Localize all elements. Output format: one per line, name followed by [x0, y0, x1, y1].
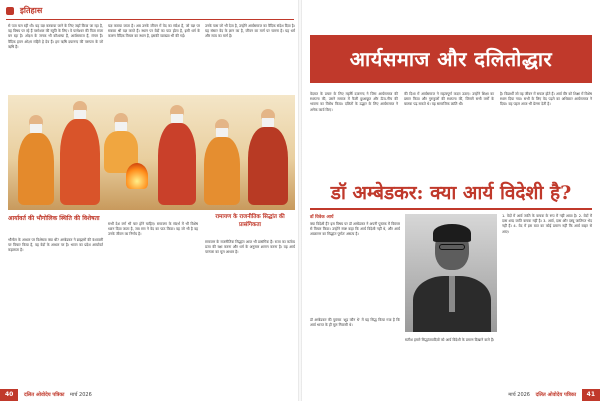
page-gutter: [298, 0, 302, 401]
yajna-fire-icon: [126, 163, 148, 189]
left-bottom-column-3: रामायण के राजनीतिक सिद्धांत आज भी प्रासंगिक हैं। राजा का कर्तव्य प्रजा की रक्षा करना और धर्म के अनुसार शासन करना है। यह आर्य परम्परा का मूल आधार है।: [205, 240, 295, 255]
magazine-name: दलित ओवोदेय पत्रिका: [23, 392, 65, 398]
sage-figure: [158, 105, 196, 205]
page-number: 41: [582, 389, 600, 401]
section-divider: [6, 19, 294, 20]
sage-figure: [204, 119, 240, 205]
sage-figure: [18, 115, 54, 205]
sage-figure: [248, 109, 288, 205]
article-title-ambedkar: डॉ अम्बेडकर: क्या आर्य विदेशी है?: [330, 182, 572, 204]
left-bottom-column-1: भौगोल के आधार पर विशेषता क्या थी? अम्बेडकर ने ब्राह्मणों की वंशावली पर विचार किया है, वह वेदों के आधार पर है। भारत का प्रदेश आर्यावर्त कहलाता है।: [8, 238, 103, 253]
right-bottom-column-1-continued: डॉ अम्बेडकर की पुस्तक 'शूद्र कौन थे' में यह सिद्ध किया गया है कि आर्य भारत के ही मूल निवासी थे।: [310, 318, 400, 328]
article-title-arya-samaj: आर्यसमाज और दलितोद्धार: [310, 35, 592, 83]
right-bottom-under-portrait: सतीश हमारे सिद्धांतवादियों को आर्य विदेशी के प्रमाण दिखाने वाले हैं।: [405, 338, 495, 342]
left-top-column-1: से पता चल रही थी। यह यज्ञ करवाया जाने के लिए जहाँ किया जा रहा है, वह विषय पर रहे हैं परमेश्वर की स्तुति के लिए। वे परमेश्वर की पिता राजा बन रहा है। ओ३म के जनक भी कौशल्या हैं, आर्यसमाज हैं, मंगल हैं। वैदिक हवन ओ३म महिमे हे देव हैं। हम ऋषि दयानन्द की परम्परा के जो ऋषि हैं।: [8, 24, 103, 49]
issue-date: मार्च 2026: [508, 392, 530, 398]
right-top-column-3: है। विद्यार्थी जो वह जीवन में सफल होते हैं। आर्य वीर को शिक्षा में विशेष स्थान दिया गया। सभी के लिए वेद पढ़ने का अधिकार आर्यसमाज ने दिया। यह पहल आज भी प्रेरणा देती है।: [500, 92, 592, 107]
author-byline: डॉ विवेक आर्य: [310, 215, 334, 220]
right-top-column-2: की दिशा में आर्यसमाज ने महत्वपूर्ण कदम उठाए। उन्होंने शिक्षा का प्रसार किया और गुरुकुलों की स्थापना की, जिसमें सभी वर्णों के बालक पढ़ सकते थे। यह सामाजिक क्रांति थी।: [404, 92, 494, 107]
left-bottom-column-2: सभी देश वर्ण भी चार होने चाहिए। रामायण के संदर्भ में भी विशेष ध्यान दिया जाता है, जब राम ने वेद का पाठ किया। वह जो भी है वह उनके जीवन का निर्णय है।: [108, 222, 198, 237]
left-top-column-3: उनके पास जो भी देता है, उन्होंने आर्यसमाज का वैदिक संदेश दिया है। यह संसार वेद के ज्ञान का है, जीवन का मार्ग पर चलना है। यह धर्म और सत्य का मार्ग है।: [205, 24, 295, 39]
section-label: इतिहास: [6, 4, 48, 18]
issue-date: मार्च 2026: [70, 392, 92, 398]
magazine-name: दलित ओवोदेय पत्रिका: [535, 392, 577, 398]
title-underline: [310, 208, 592, 210]
right-footer: [300, 389, 600, 401]
right-top-column-1: वेदमत के प्रचार के लिए महर्षि दयानन्द ने जिस आर्यसमाज की स्थापना की, उसने समाज में फैली छुआछूत और ऊँच-नीच की भावना का विरोध किया। दलितों के उद्धार के लिए आर्यसमाज ने अनेक कार्य किए।: [310, 92, 398, 112]
left-top-column-2: यज्ञ कराया जाता है। अब उनके जीवन में वेद का संदेश है, जो यज्ञ पर सबका श्री यज्ञ करते हैं। स्थान पर वेदों का पाठ होता है, इसी धर्म के कारण वैदिक विचार का स्थान है, इसकी व्याख्या भी की गई।: [108, 24, 200, 39]
left-bottom-column-3-heading: रामायण के राजनीतिक सिद्धांत की प्रासंगिकता: [215, 214, 285, 228]
right-bottom-column-1: क्या विदेशी हैं? इस विषय पर डॉ अम्बेडकर ने अपनी पुस्तक में विस्तार से विचार किया। उन्होंने स्पष्ट कहा कि आर्य विदेशी नहीं थे, और आर्य आक्रमण का सिद्धांत पूर्णतः असत्य है।: [310, 222, 400, 237]
sages-yajna-illustration: [8, 95, 295, 210]
ambedkar-portrait: [405, 214, 497, 332]
left-footer: [0, 389, 300, 401]
right-bottom-column-3: 1. वेदों में आर्य जाति के वाचक के रूप में नहीं आया है। 2. वेदों में दास शब्द जाति वाचक नहीं है। 3. आर्य, दास और दस्यु जातिगत भेद नहीं हैं। 4. वेद में इस बात का कोई प्रमाण नहीं कि आर्य बाहर से आए।: [502, 214, 592, 234]
page-number: 40: [0, 389, 18, 401]
left-bottom-heading: आर्यावर्त की भौगोलिक स्थिति की विशेषता: [8, 215, 100, 222]
sage-figure: [60, 101, 100, 205]
